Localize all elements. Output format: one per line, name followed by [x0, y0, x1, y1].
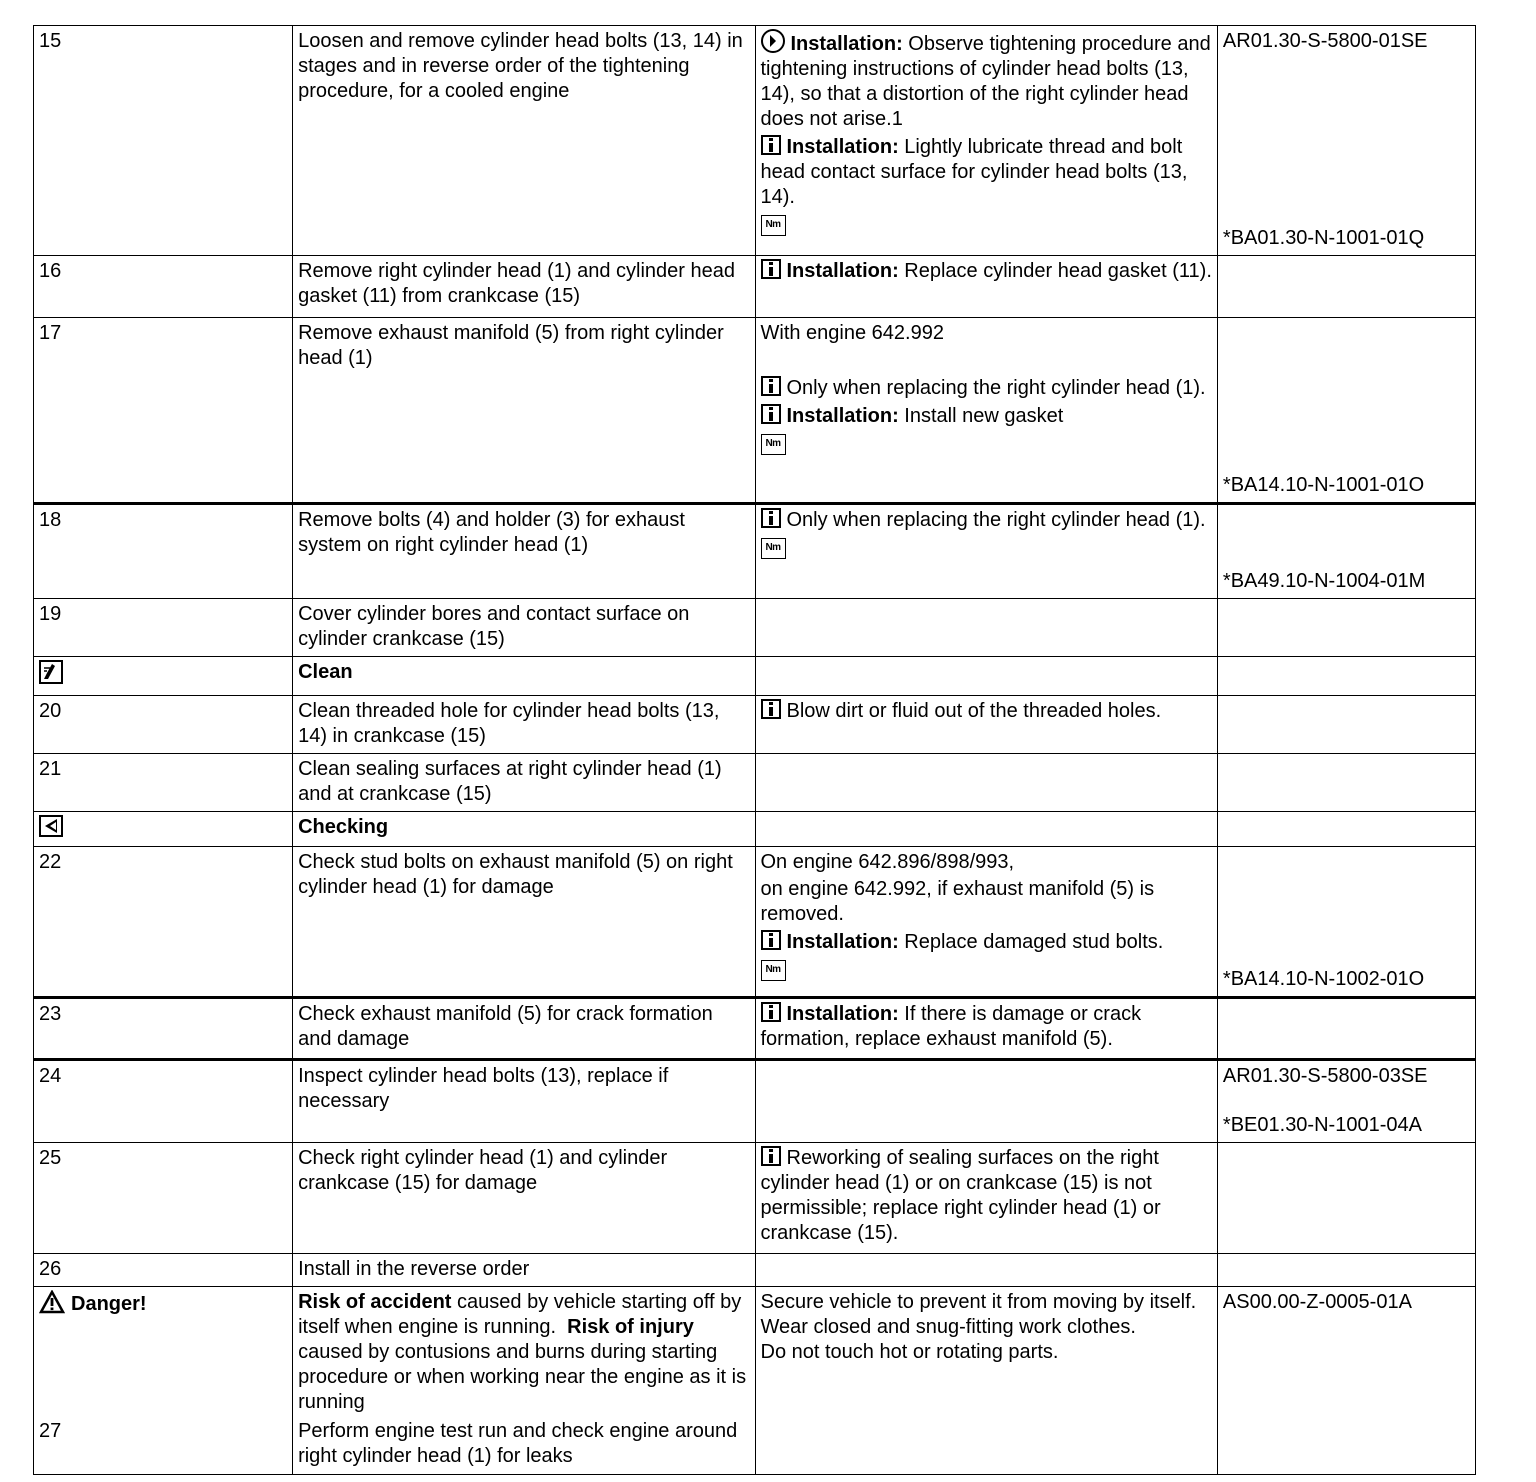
- notes-cell: [755, 318, 1217, 504]
- empty-cell: [1217, 657, 1475, 696]
- info-icon: [761, 135, 781, 155]
- step-text: Cover cylinder bores and contact surface on cylinder crankcase (15): [293, 599, 755, 657]
- notes-cell: [755, 847, 1217, 998]
- risk-desc: caused by vehicle starting off by itself when engine is running.: [298, 1291, 742, 1338]
- table-row: [34, 847, 1476, 998]
- table-row: [34, 1060, 1476, 1143]
- reference-code: *BE01.30-N-1001-04A: [1222, 1114, 1422, 1136]
- torque-procedure-icon: [761, 29, 785, 53]
- note-text: Install new gasket: [904, 405, 1064, 427]
- reference-cell: [1217, 754, 1475, 812]
- section-title: [293, 657, 755, 696]
- step-number: 19: [34, 599, 293, 657]
- step-number: 25: [34, 1143, 293, 1254]
- reference-cell: [1217, 504, 1475, 599]
- notes-cell: [755, 26, 1217, 256]
- note-text: Only when replacing the right cylinder head (1).: [786, 509, 1206, 531]
- safety-measure: Secure vehicle to prevent it from moving by itself.: [760, 1291, 1197, 1313]
- step-number: 22: [34, 847, 293, 998]
- reference-cell: [1217, 1143, 1475, 1254]
- empty-cell: [755, 812, 1217, 847]
- info-icon: [761, 930, 781, 950]
- risk-desc: caused by contusions and burns during starting procedure or when working near the engine as it is running: [298, 1341, 747, 1413]
- reference-cell: [1217, 696, 1475, 754]
- table-row: [34, 504, 1476, 599]
- step-text: Install in the reverse order: [293, 1254, 755, 1287]
- note: [761, 135, 1212, 210]
- step-text: Check exhaust manifold (5) for crack formation and damage: [293, 998, 755, 1060]
- section-row-clean: [34, 657, 1476, 696]
- table-row: [34, 1254, 1476, 1287]
- note-text: Replace cylinder head gasket (11).: [904, 260, 1212, 282]
- reference-cell: [1217, 1060, 1475, 1143]
- section-icon-cell: [34, 812, 293, 847]
- reference-cell: [1217, 1287, 1475, 1475]
- reference-code: *BA14.10-N-1002-01O: [1222, 968, 1425, 990]
- info-icon: [761, 699, 781, 719]
- step-text: Remove exhaust manifold (5) from right cylinder head (1): [293, 318, 755, 504]
- notes-cell: [755, 1287, 1217, 1475]
- safety-measure: Wear closed and snug-fitting work clothes.: [760, 1316, 1136, 1338]
- note: [761, 508, 1212, 533]
- installation-label: Installation:: [786, 931, 899, 953]
- section-title-text: Clean: [298, 661, 353, 683]
- note: [761, 29, 1212, 132]
- empty-cell: [1217, 812, 1475, 847]
- torque-nm-icon: Nm: [761, 538, 786, 559]
- note: [761, 376, 1212, 401]
- torque-nm-icon: Nm: [761, 215, 786, 236]
- reference-cell: [1217, 1254, 1475, 1287]
- reference-cell: [1217, 26, 1475, 256]
- nm-row: [761, 213, 1212, 238]
- note-text: If there is damage or crack formation, replace exhaust manifold (5).: [760, 1003, 1142, 1050]
- note-text: Reworking of sealing surfaces on the right cylinder head (1) or on crankcase (15) is not permissible; replace right cylinder head (1) or crankcase (15).: [760, 1147, 1161, 1244]
- table-row: [34, 26, 1476, 256]
- section-title: [293, 812, 755, 847]
- table-row: [34, 696, 1476, 754]
- step-text: Inspect cylinder head bolts (13), replace if necessary: [293, 1060, 755, 1143]
- info-icon: [761, 404, 781, 424]
- warning-triangle-icon: [39, 1290, 65, 1314]
- section-icon-cell: [34, 657, 293, 696]
- info-icon: [761, 1002, 781, 1022]
- reference-code: AS00.00-Z-0005-01A: [1222, 1291, 1412, 1313]
- safety-measure: Do not touch hot or rotating parts.: [760, 1341, 1059, 1363]
- nm-row: [761, 432, 1212, 457]
- section-title-text: Checking: [298, 816, 389, 838]
- risk-text: [298, 1290, 749, 1415]
- note: [761, 259, 1212, 284]
- table-row: [34, 256, 1476, 318]
- risk-label: Risk of accident: [298, 1291, 452, 1313]
- step-text: Loosen and remove cylinder head bolts (13, 14) in stages and in reverse order of the tightening procedure, for a cooled engine: [293, 26, 755, 256]
- reference-cell: [1217, 847, 1475, 998]
- danger-label: [39, 1290, 287, 1317]
- condition-text: On engine 642.896/898/993,: [760, 851, 1015, 873]
- reference-code: *BA01.30-N-1001-01Q: [1222, 227, 1425, 249]
- reference-cell: [1217, 256, 1475, 318]
- step-text: Clean threaded hole for cylinder head bolts (13, 14) in crankcase (15): [293, 696, 755, 754]
- step-number: 23: [34, 998, 293, 1060]
- notes-cell: [755, 1254, 1217, 1287]
- danger-text: Danger!: [71, 1293, 147, 1315]
- nm-row: [761, 536, 1212, 561]
- step-number: 20: [34, 696, 293, 754]
- risk-label: Risk of injury: [567, 1316, 694, 1338]
- step-text: Remove right cylinder head (1) and cylinder head gasket (11) from crankcase (15): [293, 256, 755, 318]
- note-text: Replace damaged stud bolts.: [904, 931, 1164, 953]
- table-row: [34, 318, 1476, 504]
- reference-cell: [1217, 998, 1475, 1060]
- notes-cell: [755, 1060, 1217, 1143]
- installation-label: Installation:: [786, 1003, 899, 1025]
- step-text: Remove bolts (4) and holder (3) for exhaust system on right cylinder head (1): [293, 504, 755, 599]
- notes-cell: [755, 1143, 1217, 1254]
- reference-cell: [1217, 599, 1475, 657]
- condition-text: With engine 642.992: [760, 322, 944, 344]
- info-icon: [761, 259, 781, 279]
- info-icon: [761, 376, 781, 396]
- checking-icon: [39, 815, 63, 837]
- step-number: 21: [34, 754, 293, 812]
- clean-icon: [39, 660, 63, 684]
- notes-cell: [755, 754, 1217, 812]
- step-text: [293, 1287, 755, 1475]
- torque-nm-icon: Nm: [761, 434, 786, 455]
- table-row: [34, 1143, 1476, 1254]
- table-row: [34, 754, 1476, 812]
- note-text: Only when replacing the right cylinder head (1).: [786, 377, 1206, 399]
- installation-label: Installation:: [786, 136, 899, 158]
- note-text: Blow dirt or fluid out of the threaded holes.: [786, 700, 1162, 722]
- step-text: Clean sealing surfaces at right cylinder head (1) and at crankcase (15): [293, 754, 755, 812]
- procedure-table: [33, 25, 1476, 1475]
- note-text: Lightly lubricate thread and bolt head contact surface for cylinder head bolts (13, 14).: [760, 136, 1188, 208]
- step-number: 15: [34, 26, 293, 256]
- condition-text: on engine 642.992, if exhaust manifold (5) is removed.: [760, 878, 1155, 925]
- step-number: 26: [34, 1254, 293, 1287]
- table-row-danger: [34, 1287, 1476, 1475]
- reference-code: AR01.30-S-5800-03SE: [1222, 1065, 1428, 1087]
- note: [761, 1146, 1212, 1246]
- step-text: Check stud bolts on exhaust manifold (5) on right cylinder head (1) for damage: [293, 847, 755, 998]
- table-row: [34, 599, 1476, 657]
- note: [761, 404, 1212, 429]
- reference-code: AR01.30-S-5800-01SE: [1222, 30, 1428, 52]
- empty-cell: [755, 657, 1217, 696]
- reference-code: *BA14.10-N-1001-01O: [1222, 474, 1425, 496]
- step-text: Check right cylinder head (1) and cylinder crankcase (15) for damage: [293, 1143, 755, 1254]
- notes-cell: [755, 504, 1217, 599]
- nm-row: [761, 958, 1212, 983]
- step-number: 27: [39, 1420, 62, 1442]
- section-row-checking: [34, 812, 1476, 847]
- info-icon: [761, 508, 781, 528]
- notes-cell: [755, 998, 1217, 1060]
- notes-cell: [755, 696, 1217, 754]
- step-text: Perform engine test run and check engine around right cylinder head (1) for leaks: [298, 1420, 738, 1467]
- step-number: 16: [34, 256, 293, 318]
- step-number: 18: [34, 504, 293, 599]
- notes-cell: [755, 599, 1217, 657]
- torque-nm-icon: Nm: [761, 960, 786, 981]
- note: [761, 930, 1212, 955]
- step-number: 17: [34, 318, 293, 504]
- reference-code: *BA49.10-N-1004-01M: [1222, 570, 1426, 592]
- step-number: 24: [34, 1060, 293, 1143]
- reference-cell: [1217, 318, 1475, 504]
- table-row: [34, 998, 1476, 1060]
- installation-label: Installation:: [786, 405, 899, 427]
- notes-cell: [755, 256, 1217, 318]
- danger-cell: [34, 1287, 293, 1475]
- note: [761, 1002, 1212, 1052]
- note: [761, 699, 1212, 724]
- note-text: Observe tightening procedure and tightening instructions of cylinder head bolts (13, 14), so that a distortion of the right cylinder head does not arise.1: [760, 33, 1211, 130]
- info-icon: [761, 1146, 781, 1166]
- installation-label: Installation:: [790, 33, 903, 55]
- installation-label: Installation:: [786, 260, 899, 282]
